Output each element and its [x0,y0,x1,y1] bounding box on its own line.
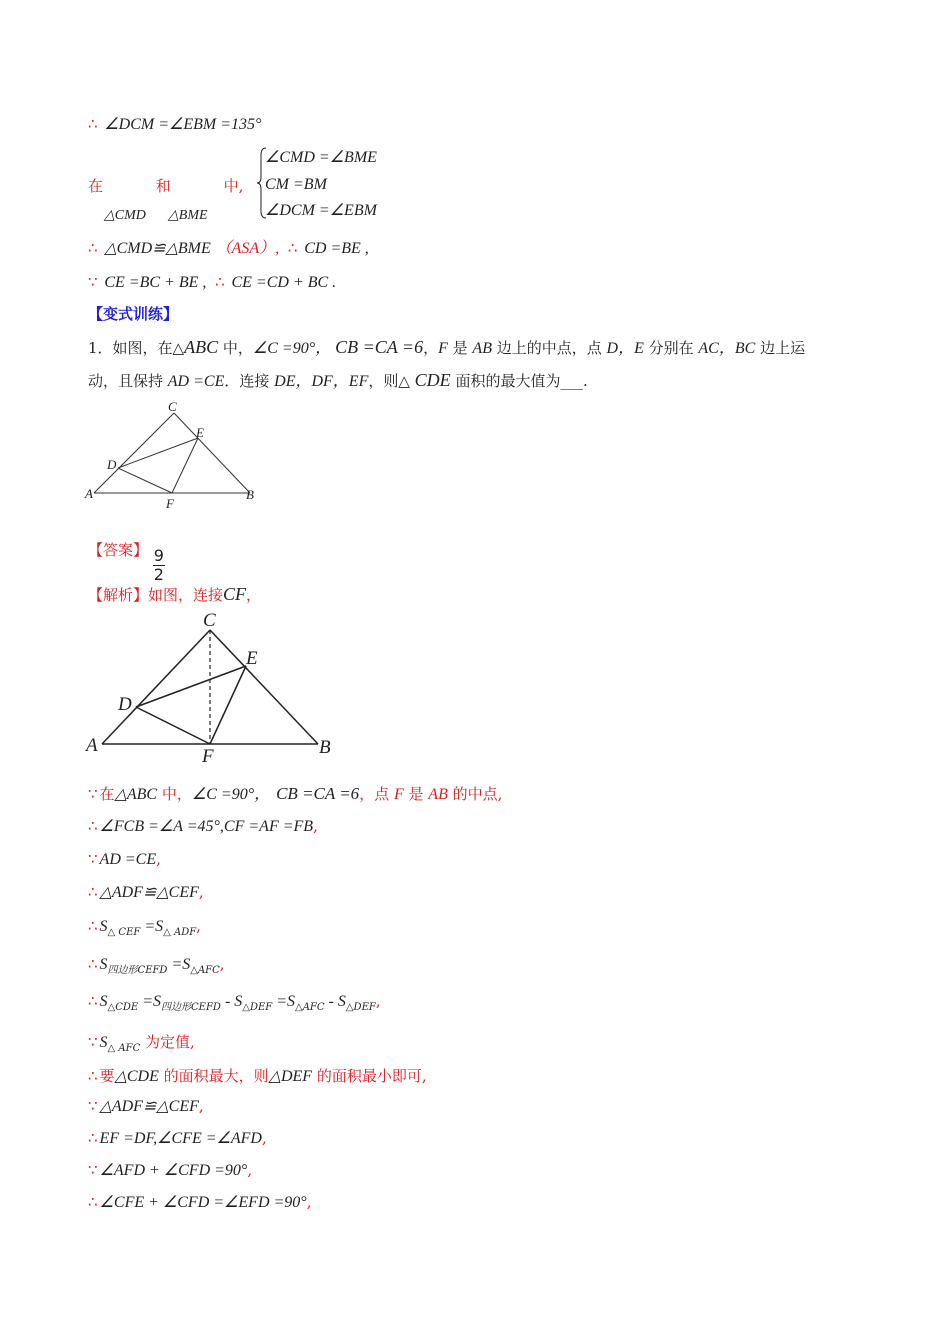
triangle-bme: △BME [168,208,208,223]
fig2-label-c: C [203,610,216,631]
proof-line-2-triangles [104,206,208,226]
system-row-2: CM =BM [265,176,327,193]
fig2-label-b: B [319,737,331,758]
system-row-3: ∠DCM =∠EBM [265,202,377,219]
proof-line-1 [88,114,261,135]
word-zai: 在 [88,177,104,195]
fig1-label-d: D [107,457,117,472]
solution-step-12: ∵ ∠AFD + ∠CFD =90°, [88,1161,253,1179]
angle-equation: ∠DCM =∠EBM =135° [104,116,262,133]
fig2-label-e: E [246,648,258,669]
fig1-label-c: C [168,399,177,414]
question-figure [80,396,270,514]
solution-step-6: ∴ $S_{四边形CEFD} =S_{\triangle AFC}$, [88,955,225,976]
fig1-label-f: F [166,496,174,511]
answer-numerator: 9 [153,546,164,565]
fig1-side-ac [94,413,174,493]
fig2-side-ac [102,630,210,744]
triangle-cmd: △CMD [104,208,146,223]
solution-step-5: ∴ $S_{\triangle CEF} =S_{\triangle ADF}$, [88,917,201,938]
answer-fraction [153,547,165,584]
fig2-label-f: F [202,746,214,766]
solution-step-9: ∴ 要△CDE 的面积最大，则△DEF 的面积最小即可, [88,1067,427,1085]
answer-label: 【答案】 [88,541,149,559]
solution-step-13: ∴ ∠CFE + ∠CFD =∠EFD =90°, [88,1193,312,1211]
therefore-symbol: ∴ [88,115,98,133]
fig1-side-cb [174,413,250,493]
proof-line-4: ∵ CE =BC + BE , ∴ CE =CD + BC . [88,273,337,291]
asa-reason: （ASA）, [215,240,280,257]
fig2-side-cb [210,630,318,744]
word-zhong: 中, [223,177,244,195]
system-row-1: ∠CMD =∠BME [265,149,377,166]
fig1-label-a: A [85,486,93,501]
proof-line-2-words [88,176,243,196]
solution-step-3: ∵ AD =CE, [88,850,161,868]
fig1-segment-df [118,468,172,493]
question-line-1: 1．如图，在△ABC 中，∠C =90°， CB =CA =6，F 是 AB 边上的中点，点 D，E 分别在 AC，BC 边上运 [88,337,806,357]
question-line-2: 动，且保持 AD =CE．连接 DE，DF，EF，则△ CDE 面积的最大值为___. [88,370,588,390]
fig1-label-e: E [196,425,204,440]
section-heading: 【变式训练】 [88,305,179,323]
solution-step-1: ∵ 在△ABC 中，∠C =90°， CB =CA =6，点 F 是 AB 的中点, [88,784,503,803]
answer-denominator: 2 [153,565,164,584]
solution-step-10: ∵ △ADF≌△CEF, [88,1097,204,1115]
solution-line: 【解析】如图，连接CF， [88,584,262,604]
answer-line [88,540,165,584]
fig2-label-a: A [86,735,98,756]
solution-step-2: ∴ ∠FCB =∠A =45°,CF =AF =FB, [88,817,318,835]
congruence-statement: △CMD≌△BME [104,240,211,257]
fig1-label-b: B [246,487,254,502]
fig2-segment-df [136,707,210,744]
solution-label: 【解析】 [88,586,149,604]
fig2-label-d: D [118,694,132,715]
solution-step-11: ∴ EF =DF,∠CFE =∠AFD, [88,1129,267,1147]
solution-figure [82,606,342,766]
solution-step-4: ∴ △ADF≌△CEF, [88,883,204,901]
solution-step-8: ∵ $S_{\triangle AFC}$ 为定值, [88,1033,195,1054]
proof-line-3: ∴ △CMD≌△BME （ASA）, ∴ CD =BE , [88,239,369,257]
word-he: 和 [155,177,171,195]
solution-step-7: ∴ $S_{\triangle CDE} =S_{四边形CEFD} - S_{\triangle DEF} =S_{\triangle AFC} - S_{\triangle DEF}$, [88,992,381,1013]
